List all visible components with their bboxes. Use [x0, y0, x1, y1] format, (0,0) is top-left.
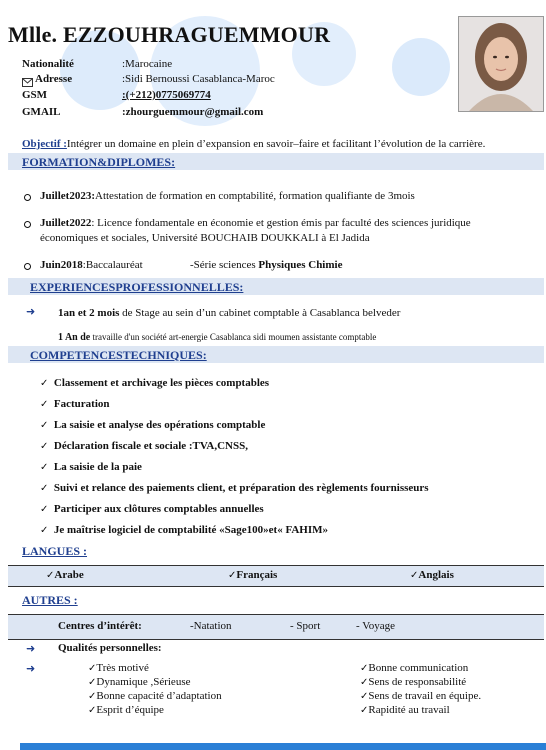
qualite-item [360, 704, 450, 716]
formation-item [40, 259, 143, 271]
competence-item [40, 503, 264, 515]
check-icon: ✓ [40, 399, 49, 410]
competence-text: Déclaration fiscale et sociale :TVA,CNSS, [53, 440, 248, 452]
qualite-text: Très motivé [96, 662, 149, 674]
formation-text: :Baccalauréat [82, 259, 143, 271]
address-label: Adresse [35, 73, 73, 85]
interet-item: - Sport [290, 620, 321, 632]
language-item [46, 569, 84, 581]
formation-date: Juillet2022 [40, 217, 92, 229]
gsm-value[interactable]: :(+212)0775069774 [122, 89, 211, 101]
qualite-text: Rapidité au travail [368, 704, 450, 716]
competences-title: COMPETENCESTECHNIQUES: [30, 348, 207, 362]
arrow-bullet-icon: ➜ [26, 305, 36, 318]
competence-item [40, 461, 142, 473]
arrow-bullet-icon: ➜ [26, 662, 36, 675]
language-item [410, 569, 454, 581]
circle-bullet-icon [24, 194, 31, 201]
interet-item: -Natation [190, 620, 232, 632]
qualites-label: Qualités personnelles: [58, 642, 162, 654]
check-icon: ✓ [40, 378, 49, 389]
portrait-image [459, 17, 543, 111]
competence-text: Participer aux clôtures comptables annuelles [53, 503, 264, 515]
objective-label: Objectif : [22, 138, 67, 150]
qualite-text: Dynamique ,Sérieuse [96, 676, 191, 688]
objective-line [22, 138, 485, 150]
check-icon: ✓ [410, 570, 419, 581]
qualite-item [88, 690, 222, 702]
check-icon: ✓ [40, 504, 49, 515]
experience-duration: 1an et 2 mois [58, 307, 120, 319]
experience-title: EXPERIENCESPROFESSIONNELLES: [30, 280, 244, 294]
gmail-label: GMAIL [22, 106, 61, 118]
objective-text: Intégrer un domaine en plein d’expansion en savoir–faire et facilitant l’évolution de la carrière. [66, 138, 486, 150]
gmail-value[interactable]: :zhourguemmour@gmail.com [122, 106, 264, 118]
check-icon: ✓ [360, 663, 369, 674]
check-icon: ✓ [40, 420, 49, 431]
decor-circle [392, 38, 450, 96]
gsm-label: GSM [22, 89, 48, 101]
experience-desc: travaille d'un société art-energie Casablanca sidi moumen assistante comptable [90, 332, 377, 342]
langues-title: LANGUES : [22, 544, 88, 558]
formation-text-cont: économiques et sociales, Université BOUCHAIB DOUKKALI à El Jadida [40, 232, 370, 244]
interets-label: Centres d’intérêt: [58, 620, 142, 632]
qualite-item [360, 690, 481, 702]
check-icon: ✓ [46, 570, 55, 581]
qualite-item [88, 704, 164, 716]
qualite-text: Sens de travail en équipe. [368, 690, 482, 702]
competence-text: Suivi et relance des paiements client, et préparation des règlements fournisseurs [53, 482, 429, 494]
qualite-item [88, 662, 149, 674]
candidate-name: Mlle. EZZOUHRAGUEMMOUR [8, 22, 331, 47]
check-icon: ✓ [88, 705, 97, 716]
check-icon: ✓ [40, 441, 49, 452]
interet-item: - Voyage [356, 620, 396, 632]
circle-bullet-icon [24, 263, 31, 270]
formation-extra [190, 259, 342, 271]
check-icon: ✓ [228, 570, 237, 581]
formation-date: Juillet2023: [40, 190, 95, 202]
language-item [228, 569, 277, 581]
competence-text: Je maîtrise logiciel de comptabilité «Sage100»et« FAHIM» [53, 524, 329, 536]
competence-text: La saisie de la paie [53, 461, 142, 473]
nationality-value: :Marocaine [122, 58, 173, 70]
language-text: Anglais [418, 569, 454, 581]
competence-item [40, 482, 429, 494]
competence-item [40, 398, 110, 410]
experience-duration: 1 An de [58, 332, 91, 343]
experience-item [58, 307, 400, 319]
experience-desc: de Stage au sein d’un cabinet comptable à Casablanca belveder [119, 307, 401, 319]
formation-item [40, 190, 415, 202]
profile-photo [458, 16, 544, 112]
competence-item [40, 440, 248, 452]
competence-item [40, 419, 265, 431]
qualite-text: Bonne communication [368, 662, 469, 674]
check-icon: ✓ [360, 691, 369, 702]
serie-label: -Série sciences [190, 259, 259, 271]
qualite-text: Sens de responsabilité [368, 676, 467, 688]
check-icon: ✓ [88, 663, 97, 674]
arrow-bullet-icon: ➜ [26, 642, 36, 655]
check-icon: ✓ [40, 462, 49, 473]
language-text: Français [236, 569, 278, 581]
formation-text: : Licence fondamentale en économie et gestion émis par faculté des sciences juridique [91, 217, 471, 229]
formation-text: Attestation de formation en comptabilité, formation qualifiante de 3mois [95, 190, 415, 202]
formation-item [40, 217, 471, 229]
autres-title: AUTRES : [22, 593, 78, 607]
competence-text: La saisie et analyse des opérations comptable [53, 419, 266, 431]
competence-text: Facturation [53, 398, 110, 410]
footer-bar [20, 743, 546, 750]
competence-item [40, 524, 328, 536]
check-icon: ✓ [40, 525, 49, 536]
check-icon: ✓ [360, 677, 369, 688]
formation-title: FORMATION&DIPLOMES: [22, 155, 176, 169]
language-text: Arabe [54, 569, 84, 581]
check-icon: ✓ [88, 691, 97, 702]
nationality-label: Nationalité [22, 58, 74, 70]
competence-text: Classement et archivage les pièces comptables [53, 377, 270, 389]
serie-value: Physiques Chimie [258, 259, 343, 271]
formation-date: Juin2018 [40, 259, 83, 271]
check-icon: ✓ [40, 483, 49, 494]
qualite-text: Bonne capacité d’adaptation [96, 690, 222, 702]
qualite-text: Esprit d’équipe [96, 704, 164, 716]
competence-item [40, 377, 269, 389]
qualite-item [360, 662, 468, 674]
qualite-item [360, 676, 466, 688]
circle-bullet-icon [24, 221, 31, 228]
address-value: :Sidi Bernoussi Casablanca-Maroc [122, 73, 275, 85]
check-icon: ✓ [360, 705, 369, 716]
qualite-item [88, 676, 190, 688]
check-icon: ✓ [88, 677, 97, 688]
experience-item [58, 327, 376, 345]
